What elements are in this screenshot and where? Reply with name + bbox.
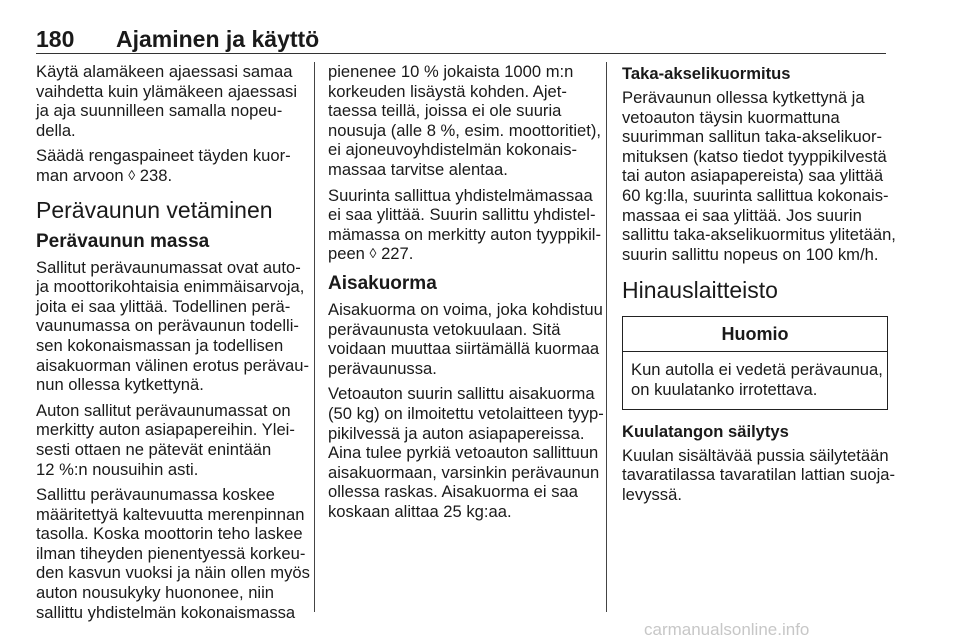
- text-line: ei ajoneuvoyhdistelmän kokonais-: [328, 140, 578, 160]
- column-divider-1: [314, 62, 315, 612]
- text-line: merkitty auton asiapapereihin. Ylei-: [36, 420, 295, 440]
- paragraph-altitude-continued: [328, 62, 601, 180]
- text-line: tavaratilassa tavaratilan lattian suoja-: [622, 465, 896, 485]
- text-line: mituksen (katso tiedot tyyppikilvestä: [622, 146, 887, 166]
- text-line: ja moottorikohtaisia enimmäisarvoja,: [36, 277, 305, 297]
- text-line: mämassa on merkitty auton tyyppikil-: [328, 224, 601, 244]
- text-line: sallittu taka-akselikuormitus ylitetään,: [622, 225, 896, 245]
- text-line: ilman tiheyden pienentyessä korkeu-: [36, 543, 306, 563]
- text-line: suurin sallittu nopeus on 100 km/h.: [622, 244, 879, 264]
- column-2: [328, 62, 604, 527]
- page-reference-number[interactable]: 238.: [135, 165, 173, 185]
- text-line: tasolla. Koska moottorin teho laskee: [36, 524, 303, 544]
- text-line: pikilvessä ja auton asiapapereissa.: [328, 423, 585, 443]
- text-line: korkeuden lisäystä kohden. Ajet-: [328, 81, 567, 101]
- paragraph-ball-bar-storage: [622, 445, 896, 505]
- text-line: Aina tulee pyrkiä vetoauton sallittuun: [328, 443, 599, 463]
- text-line: vaihdetta kuin ylämäkeen ajaessasi: [36, 81, 298, 101]
- text-line: vaunumassa on perävaunun todelli-: [36, 316, 299, 336]
- text-line: suurimman sallitun taka-akselikuor-: [622, 127, 883, 147]
- column-1: [36, 62, 310, 628]
- paragraph-altitude: [36, 485, 310, 622]
- paragraph-vehicle-documents: [36, 401, 304, 479]
- text-line: massaa tarvitse alentaa.: [328, 159, 508, 179]
- text-line: Säädä rengaspaineet täyden kuor-: [36, 146, 291, 166]
- paragraph-downhill-gear: [36, 62, 304, 140]
- text-line: joita ei saa ylittää. Todellinen perä-: [36, 296, 291, 316]
- paragraph-permitted-trailer-mass: [36, 257, 310, 395]
- text-line: den kasvun vuoksi ja näin ollen myös: [36, 563, 310, 583]
- text-line: on kuulatanko irrotettava.: [631, 379, 818, 399]
- text-line: perävaunusta vetokuulaan. Sitä: [328, 319, 561, 339]
- section-heading-trailer-towing: Perävaunun vetäminen: [36, 196, 273, 223]
- text-line: aisakuorman välinen erotus perävau-: [36, 355, 310, 375]
- text-line: Kuulan sisältävää pussia säilytetään: [622, 445, 889, 465]
- text-line: levyssä.: [622, 484, 682, 504]
- text-line: tai auton asiapapereista) saa ylittää: [622, 166, 884, 186]
- text-line: ja aja suunnilleen samalla nopeu-: [36, 101, 283, 121]
- text-line: auton nousukyky huononee, niin: [36, 583, 275, 603]
- paragraph-rear-axle-load: [622, 88, 896, 264]
- text-line: Sallitut perävaunumassat ovat auto-: [36, 257, 301, 277]
- text-line: voidaan muuttaa siirtämällä kuormaa: [328, 339, 600, 359]
- text-line: ollessa raskas. Aisakuorma ei saa: [328, 482, 578, 502]
- text-line: aisakuormaan, varsinkin perävaunun: [328, 462, 600, 482]
- text-line: taessa teillä, joissa ei ole suuria: [328, 101, 562, 121]
- text-line: (50 kg) on ilmoitettu vetolaitteen tyyp-: [328, 403, 604, 423]
- notice-body: [623, 352, 887, 408]
- text-line: Auton sallitut perävaunumassat on: [36, 400, 291, 420]
- text-line: Aisakuorma on voima, joka kohdistuu: [328, 299, 603, 319]
- column-divider-2: [606, 62, 607, 612]
- text-fragment: man arvoon: [36, 165, 129, 185]
- page-header: [36, 20, 886, 54]
- heading-drawbar-load: Aisakuorma: [328, 272, 437, 294]
- watermark: carmanualsonline.info: [644, 620, 810, 639]
- text-line: sen kokonaismassan ja todellisen: [36, 335, 284, 355]
- page-reference-icon: ◊: [128, 166, 136, 183]
- text-line: nun ollessa kytkettynä.: [36, 375, 204, 395]
- paragraph-combination-mass: [328, 185, 601, 264]
- text-line: sallittu yhdistelmän kokonaismassa: [36, 602, 296, 622]
- heading-rear-axle-load: Taka-akselikuormitus: [622, 64, 791, 83]
- text-line: pienenee 10 % jokaista 1000 m:n: [328, 62, 574, 81]
- text-line: määritettyä kaltevuutta merenpinnan: [36, 504, 305, 524]
- text-line: Vetoauton suurin sallittu aisakuorma: [328, 384, 595, 404]
- text-line: Kun autolla ei vedetä perävaunua,: [631, 360, 883, 380]
- subheading-trailer-mass: Perävaunun massa: [36, 230, 210, 252]
- page-reference-icon: ◊: [369, 245, 377, 262]
- heading-ball-bar-storage: Kuulatangon säilytys: [622, 421, 789, 441]
- paragraph-drawbar-load-definition: [328, 299, 603, 378]
- text-line: 12 %:n nousuihin asti.: [36, 459, 199, 479]
- text-line: massaa ei saa ylittää. Jos suurin: [622, 205, 862, 225]
- text-line: 60 kg:lla, suurinta sallittua kokonais-: [622, 185, 889, 205]
- text-line: [328, 244, 596, 264]
- text-line: koskaan alittaa 25 kg:aa.: [328, 501, 512, 521]
- text-line: Käytä alamäkeen ajaessasi samaa: [36, 62, 293, 81]
- paragraph-tyre-pressure: [36, 146, 304, 185]
- page-number: 180: [36, 26, 75, 52]
- text-line: vetoauton täysin kuormattuna: [622, 107, 840, 127]
- page-reference-number[interactable]: 227.: [376, 244, 414, 264]
- text-fragment: peen: [328, 244, 370, 264]
- text-line: [36, 166, 304, 186]
- chapter-title: Ajaminen ja käyttö: [116, 26, 320, 52]
- text-line: della.: [36, 120, 76, 140]
- notice-box: [622, 316, 888, 409]
- column-3: [622, 62, 896, 510]
- notice-title: Huomio: [623, 317, 887, 352]
- paragraph-drawbar-load-limits: [328, 384, 604, 521]
- text-line: Suurinta sallittua yhdistelmämassaa: [328, 185, 593, 205]
- section-heading-towing-equipment: Hinauslaitteisto: [622, 277, 778, 304]
- text-line: Sallittu perävaunumassa koskee: [36, 485, 275, 505]
- text-line: ei saa ylittää. Suurin sallittu yhdistel-: [328, 205, 596, 225]
- text-line: nousuja (alle 8 %, esim. moottoritiet),: [328, 120, 601, 140]
- text-line: sesti ottaen ne pätevät enintään: [36, 439, 272, 459]
- text-line: perävaunussa.: [328, 358, 437, 378]
- text-line: Perävaunun ollessa kytkettynä ja: [622, 88, 865, 107]
